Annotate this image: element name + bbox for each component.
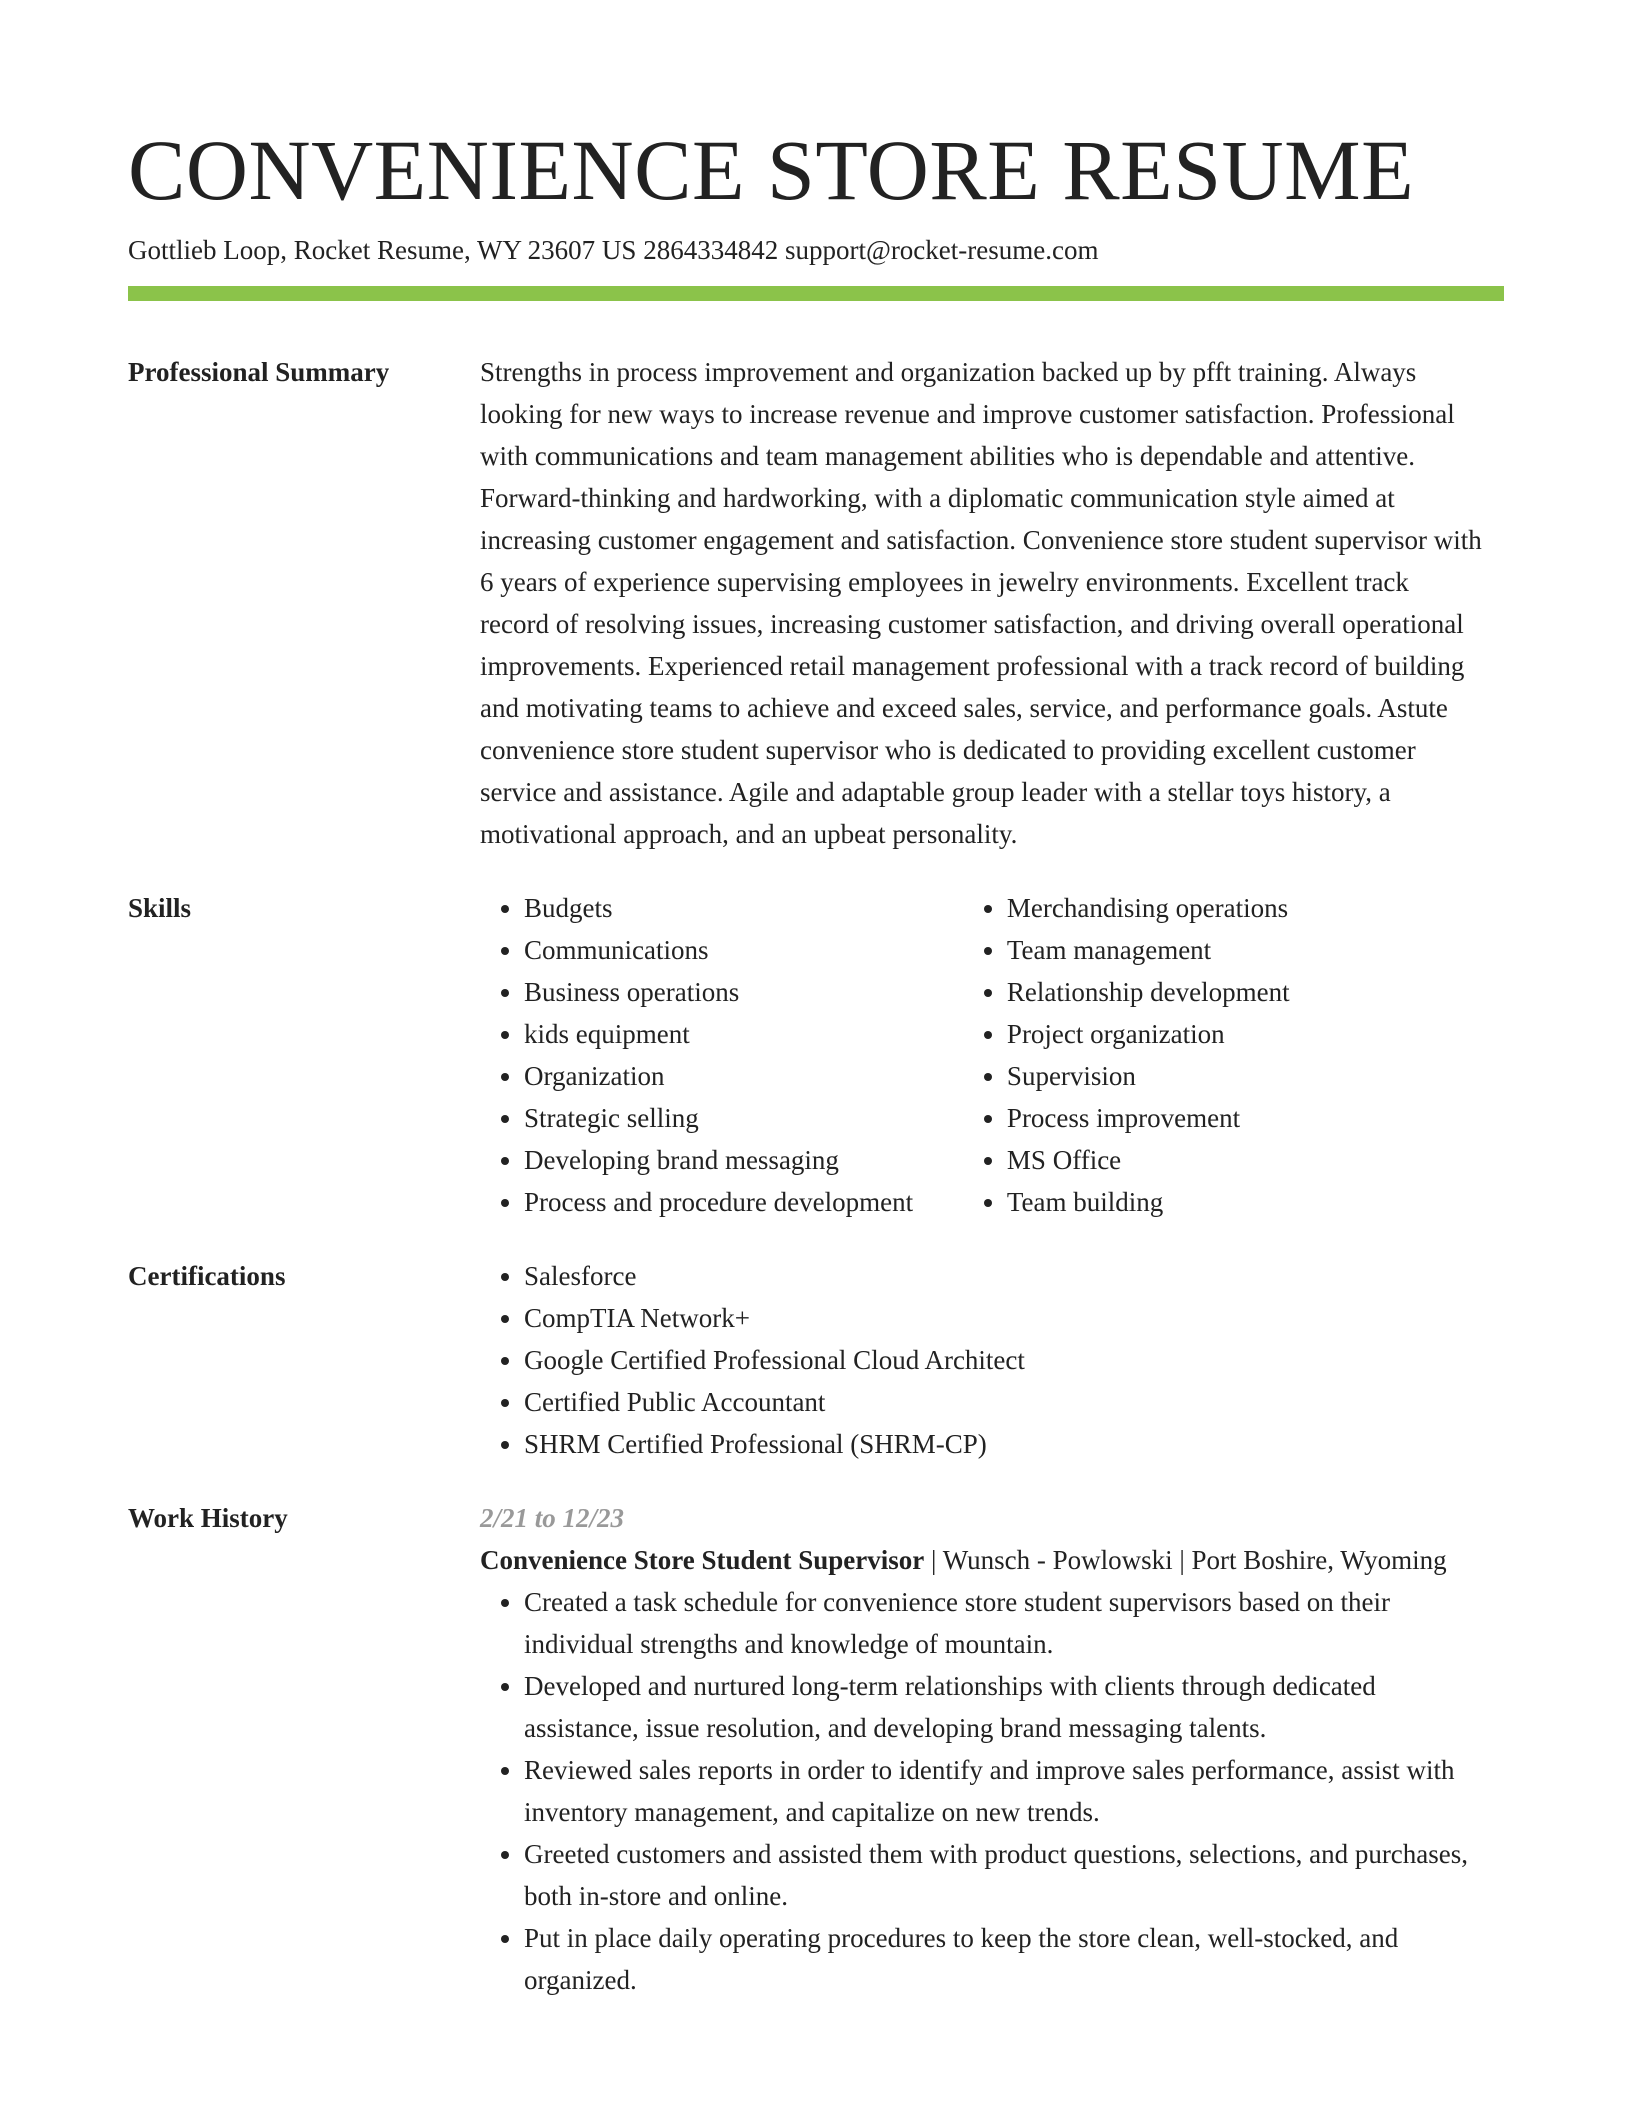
contact-line (128, 232, 1504, 268)
skill-item: • Team building (1007, 1181, 1484, 1223)
skill-item: • Relationship development (1007, 971, 1484, 1013)
certifications-body (480, 1255, 1484, 1465)
certification-item: • Google Certified Professional Cloud Architect (524, 1339, 1484, 1381)
resume-title: CONVENIENCE STORE RESUME (128, 122, 1415, 218)
contact-address: Gottlieb Loop, Rocket Resume, WY 23607 US (128, 235, 637, 265)
contact-phone: 2864334842 (643, 235, 779, 265)
skill-item: • Communications (524, 929, 963, 971)
job-separator: | (924, 1545, 943, 1575)
job-duty-item: • Reviewed sales reports in order to identify and improve sales performance, assist with inventory management, and capitalize on new trends. (524, 1749, 1484, 1833)
job-separator: | (1172, 1545, 1192, 1575)
job-duty-item: • Developed and nurtured long-term relationships with clients through dedicated assistance, issue resolution, and developing brand messaging talents. (524, 1665, 1484, 1749)
skills-list-right (963, 887, 1484, 1223)
job-duty-item: • Put in place daily operating procedures to keep the store clean, well-stocked, and organized. (524, 1917, 1484, 2001)
job-company: Wunsch - Powlowski (942, 1545, 1173, 1575)
summary-text: Strengths in process improvement and organization backed up by pfft training. Always looking for new ways to increase revenue and improve customer satisfaction. Professional with communications and team management abilities who is dependable and attentive. Forward-thinking and hardworking, with a diplomatic communication style aimed at increasing customer engagement and satisfaction. Convenience store student supervisor with 6 years of experience supervising employees in jewelry environments. Excellent track record of resolving issues, increasing customer satisfaction, and driving overall operational improvements. Experienced retail management professional with a track record of building and motivating teams to achieve and exceed sales, service, and performance goals. Astute convenience store student supervisor who is dedicated to providing excellent customer service and assistance. Agile and adaptable group leader with a stellar toys history, a motivational approach, and an upbeat personality. (480, 357, 1482, 849)
skill-item: • Developing brand messaging (524, 1139, 963, 1181)
work-history-section (128, 1497, 1504, 2001)
skill-item: • Team management (1007, 929, 1484, 971)
job-duty-item: • Greeted customers and assisted them with product questions, selections, and purchases, both in-store and online. (524, 1833, 1484, 1917)
work-history-heading: Work History (128, 1503, 288, 1533)
job-duties-list (480, 1581, 1484, 2001)
skill-item: • Merchandising operations (1007, 887, 1484, 929)
summary-section (128, 351, 1504, 855)
skill-item: • Strategic selling (524, 1097, 963, 1139)
accent-divider (128, 286, 1504, 301)
skill-item: • kids equipment (524, 1013, 963, 1055)
contact-email: support@rocket-resume.com (784, 235, 1099, 265)
skills-list-left (480, 887, 963, 1223)
resume-page (128, 120, 1504, 2001)
skill-item: • Business operations (524, 971, 963, 1013)
skill-item: • Budgets (524, 887, 963, 929)
job-location: Port Boshire, Wyoming (1191, 1545, 1447, 1575)
job-title: Convenience Store Student Supervisor (480, 1545, 925, 1575)
certifications-list (480, 1255, 1484, 1465)
skill-item: • Project organization (1007, 1013, 1484, 1055)
skill-item: • MS Office (1007, 1139, 1484, 1181)
certification-item: • Certified Public Accountant (524, 1381, 1484, 1423)
job-duty-item: • Created a task schedule for convenience store student supervisors based on their individual strengths and knowledge of mountain. (524, 1581, 1484, 1665)
skills-columns (480, 887, 1484, 1223)
skills-section (128, 887, 1504, 1223)
certification-item: • CompTIA Network+ (524, 1297, 1484, 1339)
certifications-heading: Certifications (128, 1261, 286, 1291)
skills-heading: Skills (128, 893, 192, 923)
skill-item: • Process and procedure development (524, 1181, 963, 1223)
certification-item: • Salesforce (524, 1255, 1484, 1297)
skill-item: • Supervision (1007, 1055, 1484, 1097)
skill-item: • Process improvement (1007, 1097, 1484, 1139)
job-header (480, 1539, 1484, 1581)
work-history-body (480, 1497, 1484, 2001)
certifications-section (128, 1255, 1504, 1465)
skill-item: • Organization (524, 1055, 963, 1097)
job-dates: 2/21 to 12/23 (480, 1503, 625, 1533)
certification-item: • SHRM Certified Professional (SHRM-CP) (524, 1423, 1484, 1465)
summary-heading: Professional Summary (128, 357, 390, 387)
